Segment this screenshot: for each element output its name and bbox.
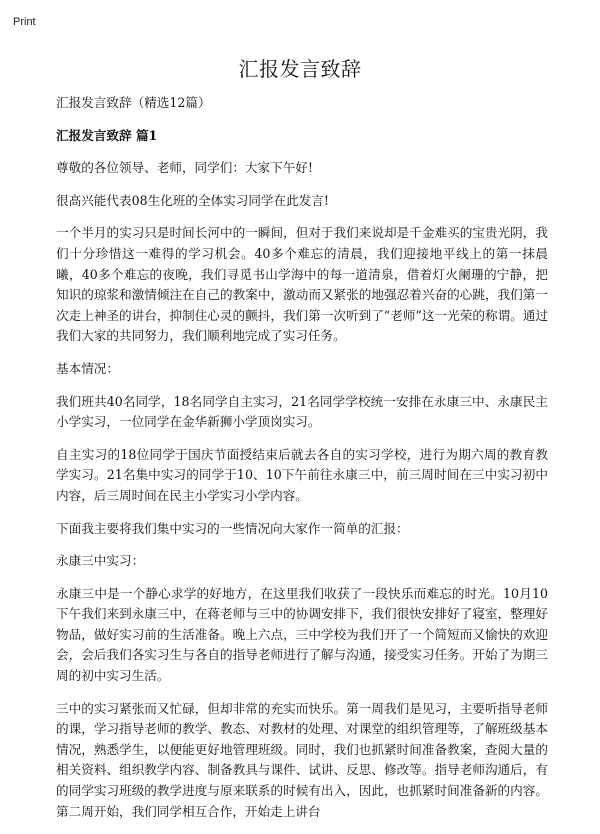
print-link[interactable]: Print [13,16,36,28]
paragraph-intro: 很高兴能代表08生化班的全体实习同学在此发言! [56,192,329,208]
paragraph-class-overview: 我们班共40名同学，18名同学自主实习，21名同学学校统一安排在永康三中、永康民主小学实习，一位同学在金华新狮小学顶岗实习。 [56,393,548,430]
paragraph-reflection: 一个半月的实习只是时间长河中的一瞬间，但对于我们来说却是千金难买的宝贵光阴，我们十分珍惜这一难得的学习机会。40多个难忘的清晨，我们迎接地平线上的第一抹晨曦，40多个难忘的夜晚，我们寻觅书山学海中的每一道清泉，借着灯火阑珊的宁静，把知识的琼浆和激情倾注在自己的教案中，激动而又紧张的地强忍着兴奋的心跳，我们第一次走上神圣的讲台，抑制住心灵的颤抖，我们第一次听到了“老师”这一光荣的称谓。通过我们大家的共同努力，我们顺利地完成了实习任务。 [56,225,548,344]
paragraph-report-intro: 下面我主要将我们集中实习的一些情况向大家作一简单的汇报： [56,520,409,536]
paragraph-school-work: 三中的实习紧张而又忙碌，但却非常的充实而快乐。第一周我们是见习，主要听指导老师的课，学习指导老师的教学、教态、对教材的处理、对课堂的组织管理等，了解班级基本情况，熟悉学生，以便能更好地管理班级。同时，我们也抓紧时间准备教案，查阅大量的相关资料、组织教学内容、制备教具与课件、试讲、反思、修改等。指导老师沟通后，有的同学实习班级的教学进度与原来联系的时候有出入，因此，也抓紧时间准备新的内容。第二周开始，我们同学相互合作，开始走上讲台 [56,700,548,819]
paragraph-self-internship: 自主实习的18位同学于国庆节面授结束后就去各自的实习学校，进行为期六周的教育教学实习。21名集中实习的同学于10、10下午前往永康三中，前三周时间在三中实习初中内容，后三周时间在民主小学实习小学内容。 [56,446,548,503]
section-heading: 汇报发言致辞 篇1 [56,127,158,143]
paragraph-school-heading: 永康三中实习： [56,553,145,569]
paragraph-greeting: 尊敬的各位领导、老师，同学们：大家下午好! [56,160,313,176]
document-body [56,93,548,834]
document-subtitle: 汇报发言致辞（精选12篇） [56,95,211,110]
document-title: 汇报发言致辞 [238,57,362,81]
paragraph-basic-heading: 基本情况： [56,360,119,376]
paragraph-school-arrival: 永康三中是一个静心求学的好地方，在这里我们收获了一段快乐而难忘的时光。10月10下午我们来到永康三中，在蒋老师与三中的协调安排下，我们很快安排好了寝室，整理好物品，做好实习前的生活准备。晚上六点，三中学校为我们开了一个简短而又愉快的欢迎会，会后我们各实习生与各自的指导老师进行了解与沟通，接受实习任务。开始了为期三周的初中实习生活。 [56,585,548,684]
